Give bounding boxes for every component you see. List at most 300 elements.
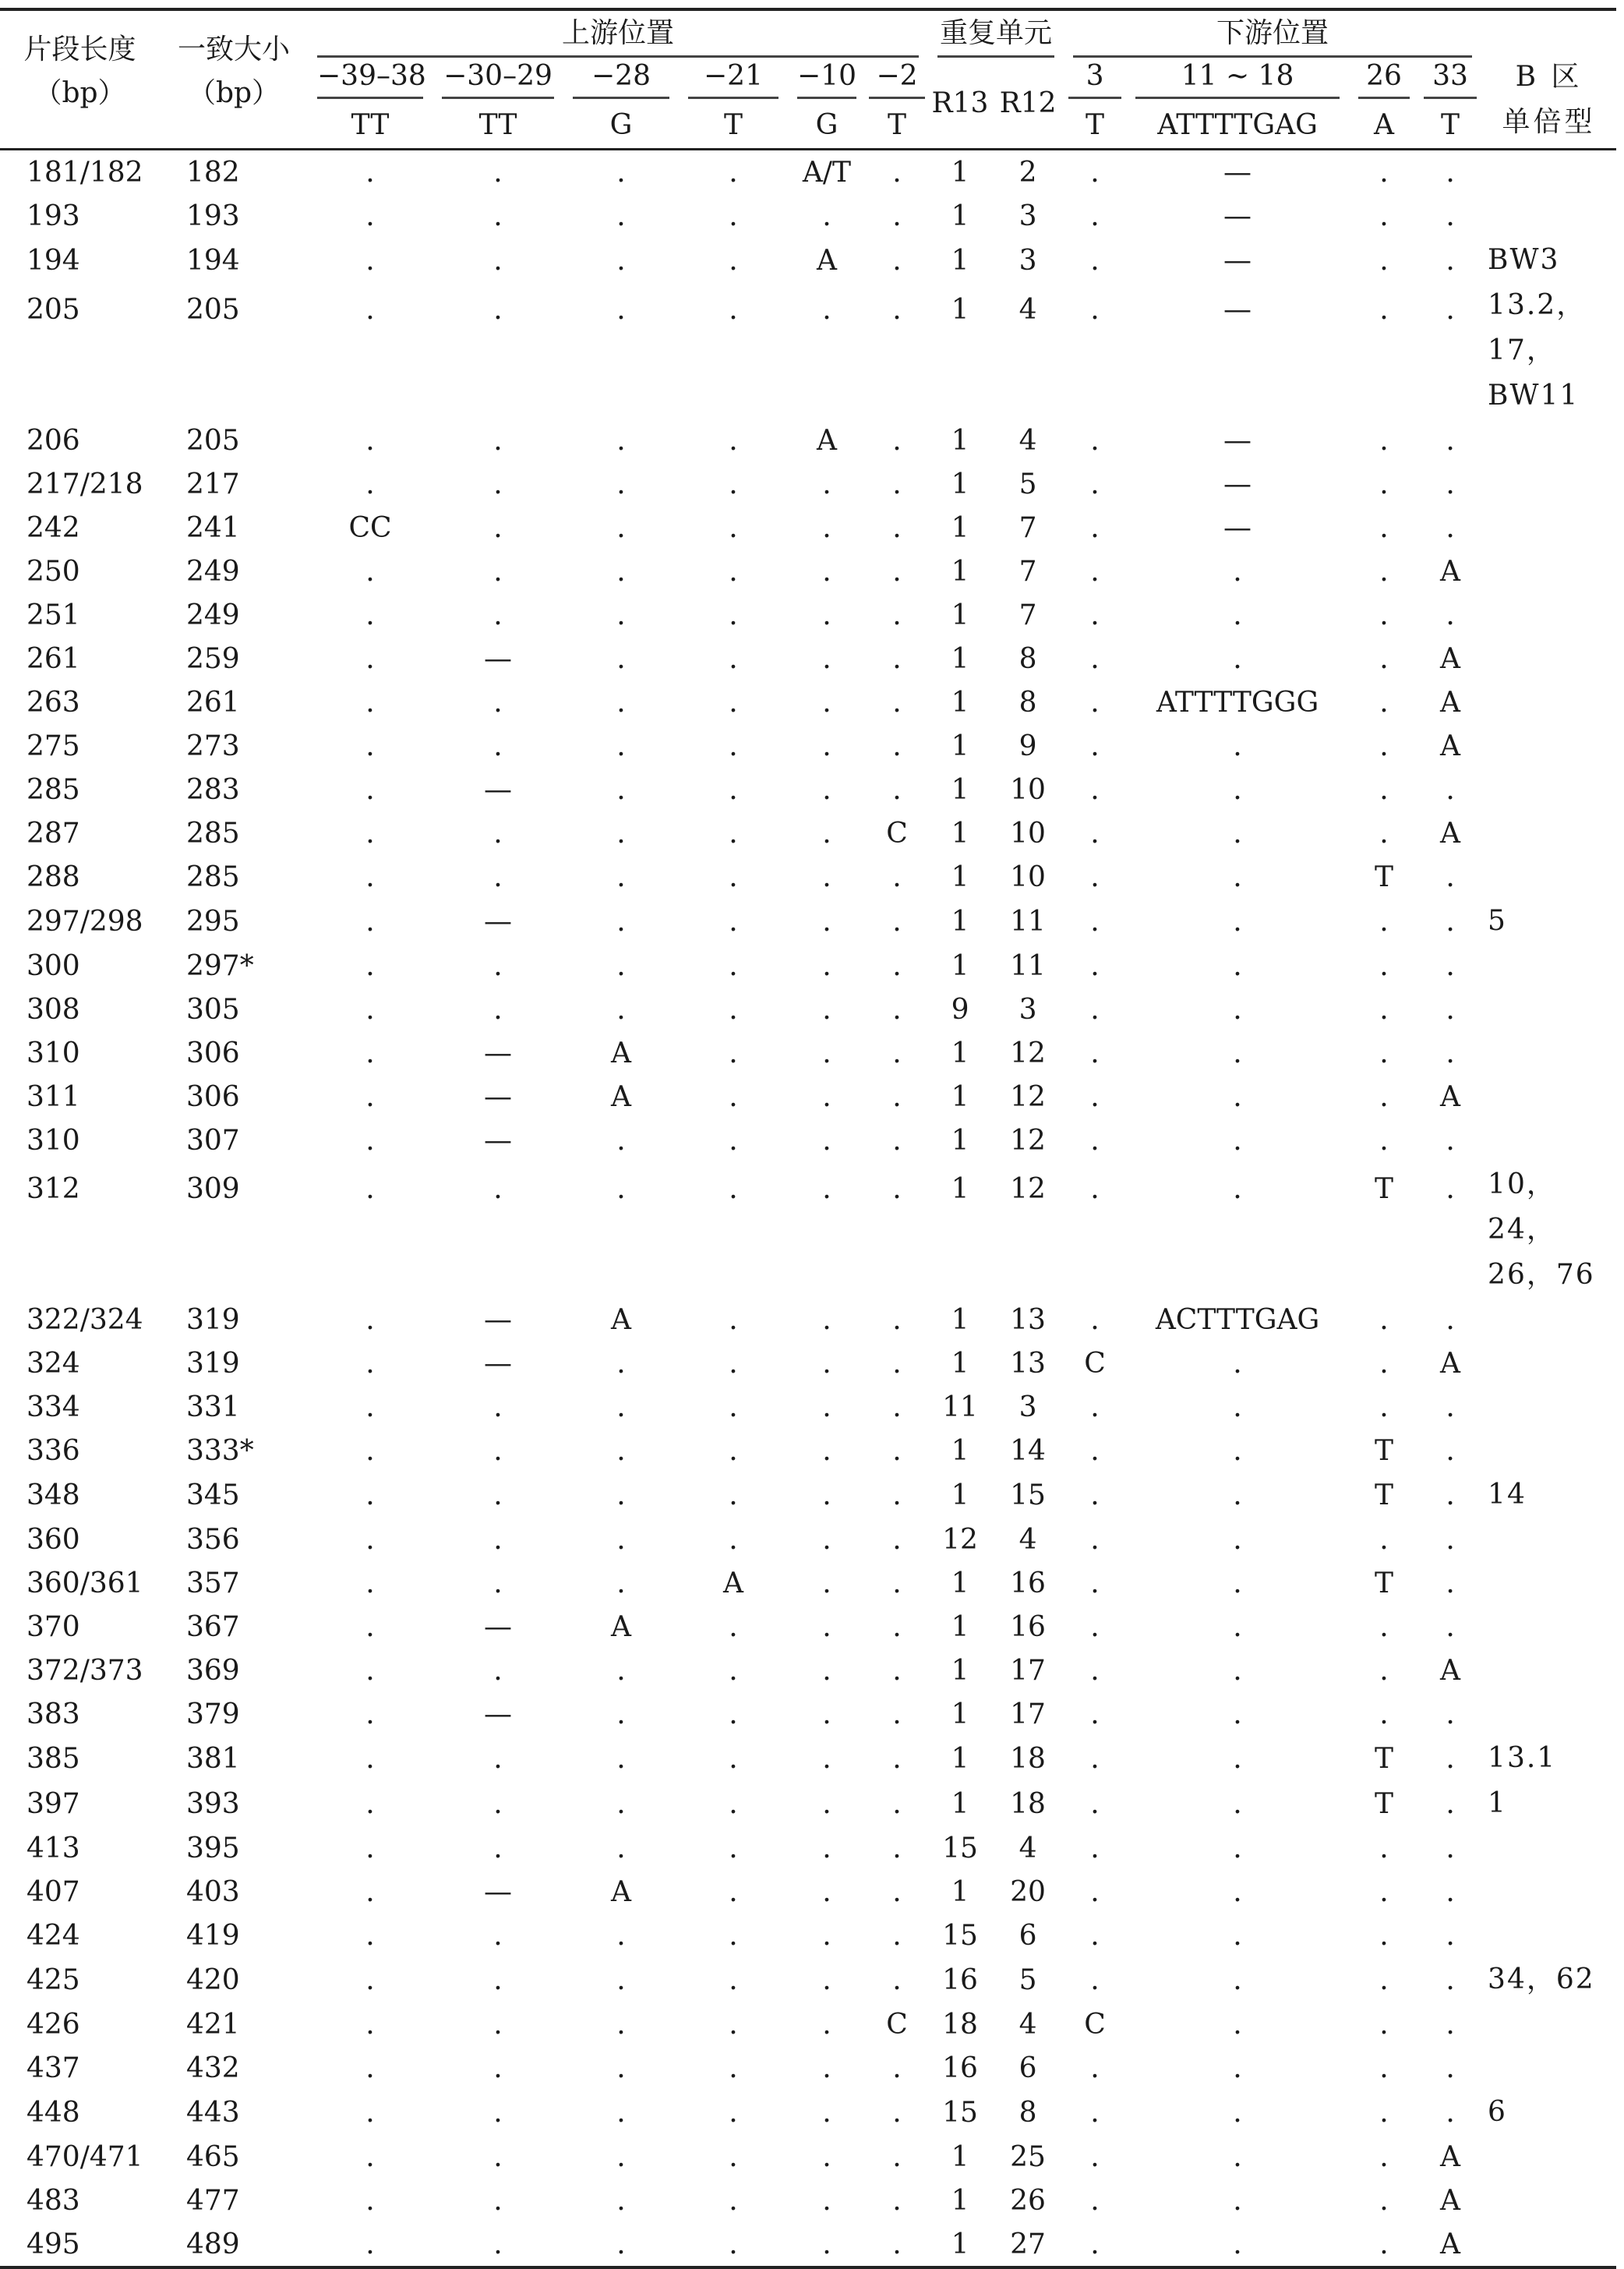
down-3-cell: .	[1090, 773, 1100, 806]
up-21-cell: A	[723, 1567, 743, 1599]
b-haplotype-cell: 10，24，26，76	[1488, 1168, 1595, 1291]
down-3-cell: .	[1090, 2140, 1100, 2173]
down-26-cell: .	[1379, 1037, 1389, 1069]
up-39-38-cell: .	[365, 1875, 375, 1908]
down-3-cell: .	[1090, 1832, 1100, 1864]
fragment-length-cell: 300	[26, 949, 80, 982]
r13-cell: 1	[951, 730, 969, 762]
fragment-length-cell: 424	[26, 1919, 80, 1952]
down-11-18-cell: .	[1233, 1347, 1242, 1380]
up-39-38-cell: CC	[348, 511, 392, 544]
up-10-cell: .	[822, 1523, 831, 1556]
down-11-18-cell: .	[1233, 1124, 1242, 1157]
b-haplotype-cell: 34，62	[1488, 1963, 1595, 1995]
up-28-cell: .	[616, 905, 626, 938]
down-3-cell: .	[1090, 468, 1100, 500]
up-10-cell: .	[822, 200, 831, 232]
up-2-cell: .	[892, 1173, 902, 1205]
down-base-1: T	[1086, 108, 1105, 141]
r12-cell: 15	[1010, 1479, 1046, 1511]
fragment-length-cell: 312	[26, 1173, 80, 1205]
up-30-29-cell: .	[493, 1391, 503, 1423]
r13-cell: 1	[951, 1434, 969, 1467]
fragment-length-cell: 297/298	[26, 905, 143, 938]
up-21-cell: .	[729, 2096, 738, 2129]
up-10-cell: .	[822, 1303, 831, 1336]
consensus-size-label: 一致大小	[177, 34, 290, 65]
down-26-cell: .	[1379, 1698, 1389, 1730]
up-30-29-cell: —	[484, 1037, 512, 1069]
down-33-cell: .	[1446, 1919, 1455, 1952]
down-3-cell: .	[1090, 1173, 1100, 1205]
up-30-29-cell: .	[493, 1567, 503, 1599]
down-33-cell: .	[1446, 1567, 1455, 1599]
up-28-cell: .	[616, 468, 626, 500]
up-39-38-cell: .	[365, 730, 375, 762]
up-28-cell: .	[616, 1523, 626, 1556]
fragment-length-cell: 470/471	[26, 2140, 143, 2173]
up-2-cell: .	[892, 1479, 902, 1511]
down-11-18-cell: .	[1233, 599, 1242, 631]
down-26-cell: .	[1379, 1963, 1389, 1996]
table-row	[0, 637, 1616, 680]
up-28-cell: .	[616, 773, 626, 806]
r12-cell: 27	[1010, 2228, 1046, 2260]
up-21-cell: .	[729, 555, 738, 588]
down-26-cell: .	[1379, 905, 1389, 938]
fragment-length-cell: 385	[26, 1742, 80, 1775]
up-30-29-cell: .	[493, 424, 503, 457]
up-10-cell: .	[822, 2008, 831, 2041]
fragment-length-cell: 263	[26, 686, 80, 719]
down-33-cell: .	[1446, 905, 1455, 938]
up-39-38-cell: .	[365, 2052, 375, 2084]
up-21-cell: .	[729, 642, 738, 675]
r12-cell: 14	[1010, 1434, 1046, 1467]
down-33-cell: A	[1440, 1080, 1461, 1113]
r13-cell: 1	[951, 1080, 969, 1113]
down-11-18-cell: —	[1223, 294, 1252, 326]
down-11-18-cell: .	[1233, 2008, 1242, 2041]
table-row	[0, 1826, 1616, 1870]
down-33-cell: A	[1440, 2228, 1461, 2260]
table-row	[0, 194, 1616, 238]
down-3-cell: C	[1084, 1347, 1106, 1380]
up-base-3: G	[609, 108, 633, 141]
b-haplotype-cell	[1481, 462, 1616, 506]
up-28-cell: A	[611, 1080, 631, 1113]
up-28-cell: .	[616, 2184, 626, 2217]
up-10-cell: .	[822, 2052, 831, 2084]
consensus-size-cell: 319	[186, 1303, 240, 1336]
consensus-size-cell: 306	[186, 1037, 240, 1069]
up-10-cell: .	[822, 1654, 831, 1687]
r12-cell: 7	[1019, 599, 1037, 631]
down-26-cell: .	[1379, 200, 1389, 232]
r13-cell: 15	[942, 2096, 978, 2129]
r13-cell: 1	[951, 861, 969, 893]
up-10-cell: .	[822, 686, 831, 719]
up-10-cell: .	[822, 1479, 831, 1511]
r13-cell: 1	[951, 1567, 969, 1599]
consensus-size-cell: 261	[186, 686, 240, 719]
table-row	[0, 506, 1616, 550]
down-33-cell: .	[1446, 2096, 1455, 2129]
down-33-cell: .	[1446, 1391, 1455, 1423]
downstream-label: 下游位置	[1073, 11, 1472, 58]
up-2-cell: .	[892, 2228, 902, 2260]
down-pos-4	[1419, 58, 1481, 101]
down-pos-2	[1126, 58, 1349, 101]
fragment-length-cell: 360	[26, 1523, 80, 1556]
r12-cell: 8	[1019, 686, 1037, 719]
down-3-cell: .	[1090, 1434, 1100, 1467]
up-21-cell: .	[729, 1479, 738, 1511]
up-39-38-cell: .	[365, 1832, 375, 1864]
b-haplotype-cell	[1481, 1605, 1616, 1649]
consensus-size-cell: 489	[186, 2228, 240, 2260]
r12-cell: 12	[1010, 1037, 1046, 1069]
up-10-cell: .	[822, 468, 831, 500]
up-30-29-cell: .	[493, 1832, 503, 1864]
up-30-29-cell: .	[493, 1919, 503, 1952]
up-10-cell: .	[822, 1434, 831, 1467]
up-2-cell: .	[892, 1698, 902, 1730]
table-row	[0, 1162, 1616, 1298]
down-26-cell: .	[1379, 730, 1389, 762]
down-3-cell: .	[1090, 200, 1100, 232]
up-39-38-cell: .	[365, 1347, 375, 1380]
up-28-cell: .	[616, 1654, 626, 1687]
fragment-length-cell: 495	[26, 2228, 80, 2260]
fragment-length-cell: 287	[26, 817, 80, 850]
table-row	[0, 680, 1616, 724]
up-10-cell: .	[822, 1347, 831, 1380]
up-2-cell: .	[892, 1963, 902, 1996]
up-10-cell: .	[822, 1875, 831, 1908]
consensus-size-cell: 333*	[186, 1434, 254, 1467]
up-30-29-cell: .	[493, 1523, 503, 1556]
consensus-size-cell: 443	[186, 2096, 240, 2129]
down-11-18-cell: .	[1233, 817, 1242, 850]
up-30-29-cell: .	[493, 1173, 503, 1205]
down-11-18-cell: .	[1233, 555, 1242, 588]
down-3-cell: .	[1090, 1919, 1100, 1952]
r12-cell: 18	[1010, 1787, 1046, 1820]
up-10-cell: .	[822, 599, 831, 631]
down-3-cell: .	[1090, 1080, 1100, 1113]
up-10-cell: .	[822, 817, 831, 850]
down-3-cell: C	[1084, 2008, 1106, 2041]
up-10-cell: .	[822, 555, 831, 588]
up-pos-2	[432, 58, 563, 101]
up-10-cell: .	[822, 1832, 831, 1864]
fragment-length-cell: 334	[26, 1391, 80, 1423]
down-3-cell: .	[1090, 1610, 1100, 1643]
fragment-length-cell: 336	[26, 1434, 80, 1467]
down-26-cell: .	[1379, 949, 1389, 982]
r12-cell: 13	[1010, 1303, 1046, 1336]
r12-cell: 12	[1010, 1080, 1046, 1113]
up-pos-1-label: −39–38	[317, 60, 423, 99]
fragment-length-cell: 261	[26, 642, 80, 675]
consensus-size-cell: 241	[186, 511, 240, 544]
fragment-length-cell: 288	[26, 861, 80, 893]
up-base-6: T	[888, 108, 907, 141]
down-26-cell: T	[1375, 1173, 1394, 1205]
table-row	[0, 1298, 1616, 1341]
up-10-cell: .	[822, 773, 831, 806]
up-30-29-cell: .	[493, 244, 503, 277]
up-2-cell: .	[892, 1080, 902, 1113]
down-33-cell: .	[1446, 949, 1455, 982]
table-row	[0, 550, 1616, 593]
up-28-cell: .	[616, 1698, 626, 1730]
r13-cell: 1	[951, 1479, 969, 1511]
consensus-size-cell: 273	[186, 730, 240, 762]
down-26-cell: T	[1375, 1434, 1394, 1467]
r12-cell: 7	[1019, 555, 1037, 588]
up-21-cell: .	[729, 1919, 738, 1952]
up-21-cell: .	[729, 2008, 738, 2041]
up-39-38-cell: .	[365, 1391, 375, 1423]
r12-cell: 5	[1019, 468, 1037, 500]
r13-cell: 1	[951, 1124, 969, 1157]
down-11-18-cell: .	[1233, 1173, 1242, 1205]
up-39-38-cell: .	[365, 1742, 375, 1775]
up-10-cell: .	[822, 2184, 831, 2217]
r13-cell: 1	[951, 686, 969, 719]
up-28-cell: .	[616, 2052, 626, 2084]
r12-cell: 6	[1019, 2052, 1037, 2084]
down-11-18-cell: ACTTTGAG	[1155, 1303, 1320, 1336]
up-pos-5	[788, 58, 866, 101]
up-39-38-cell: .	[365, 1698, 375, 1730]
up-21-cell: .	[729, 2052, 738, 2084]
down-11-18-cell: —	[1223, 511, 1252, 544]
down-11-18-cell: .	[1233, 1080, 1242, 1113]
down-3-cell: .	[1090, 905, 1100, 938]
up-10-cell: .	[822, 2096, 831, 2129]
table-row	[0, 1472, 1616, 1518]
up-10-cell: .	[822, 2228, 831, 2260]
up-30-29-cell: .	[493, 686, 503, 719]
consensus-size-cell: 249	[186, 599, 240, 631]
down-base-2: ATTTTGAG	[1157, 108, 1318, 141]
down-11-18-cell: .	[1233, 1567, 1242, 1599]
r13-cell: 1	[951, 817, 969, 850]
up-28-cell: .	[616, 993, 626, 1026]
r13-cell: 1	[951, 424, 969, 457]
down-11-18-cell: .	[1233, 993, 1242, 1026]
up-39-38-cell: .	[365, 599, 375, 631]
b-haplotype-cell	[1481, 944, 1616, 988]
up-30-29-cell: .	[493, 2096, 503, 2129]
table-row	[0, 2179, 1616, 2222]
down-26-cell: T	[1375, 1479, 1394, 1511]
r13-cell: 12	[942, 1523, 978, 1556]
up-2-cell: .	[892, 2096, 902, 2129]
down-3-cell: .	[1090, 730, 1100, 762]
down-33-cell: .	[1446, 156, 1455, 189]
up-30-29-cell: .	[493, 861, 503, 893]
down-33-cell: A	[1440, 1347, 1461, 1380]
down-pos-3	[1349, 58, 1419, 101]
up-39-38-cell: .	[365, 1654, 375, 1687]
consensus-size-cell: 345	[186, 1479, 240, 1511]
down-11-18-cell: .	[1233, 1610, 1242, 1643]
b-haplotype-cell	[1481, 1298, 1616, 1341]
up-30-29-cell: .	[493, 949, 503, 982]
r13-cell: 1	[951, 2184, 969, 2217]
fragment-length-cell: 383	[26, 1698, 80, 1730]
up-base-5: G	[815, 108, 838, 141]
down-26-cell: .	[1379, 1347, 1389, 1380]
b-haplotype-cell	[1481, 637, 1616, 680]
fragment-length-cell: 370	[26, 1610, 80, 1643]
table-row	[0, 1031, 1616, 1075]
fragment-length-cell: 397	[26, 1787, 80, 1820]
b-haplotype-cell	[1481, 2002, 1616, 2046]
consensus-size-cell: 381	[186, 1742, 240, 1775]
down-11-18-cell: .	[1233, 1832, 1242, 1864]
r12-cell: 3	[1019, 993, 1037, 1026]
b-haplotype-cell	[1481, 150, 1616, 195]
up-39-38-cell: .	[365, 1080, 375, 1113]
up-39-38-cell: .	[365, 817, 375, 850]
r13-cell: 1	[951, 156, 969, 189]
down-11-18-cell: .	[1233, 861, 1242, 893]
r13-cell: 1	[951, 294, 969, 326]
table-row	[0, 238, 1616, 283]
table-row	[0, 1649, 1616, 1692]
up-10-cell: .	[822, 1080, 831, 1113]
down-26-cell: .	[1379, 993, 1389, 1026]
down-11-18-cell: .	[1233, 1391, 1242, 1423]
table-row	[0, 1385, 1616, 1429]
r12-cell: 17	[1010, 1698, 1046, 1730]
down-3-cell: .	[1090, 993, 1100, 1026]
down-26-cell: .	[1379, 1610, 1389, 1643]
up-2-cell: C	[886, 817, 908, 850]
r12-cell: 16	[1010, 1567, 1046, 1599]
down-11-18-cell: —	[1223, 244, 1252, 277]
down-26-cell: T	[1375, 861, 1394, 893]
up-39-38-cell: .	[365, 2008, 375, 2041]
down-3-cell: .	[1090, 2228, 1100, 2260]
fragment-length-cell: 407	[26, 1875, 80, 1908]
down-26-cell: .	[1379, 2052, 1389, 2084]
down-3-cell: .	[1090, 817, 1100, 850]
up-39-38-cell: .	[365, 156, 375, 189]
up-28-cell: .	[616, 244, 626, 277]
up-39-38-cell: .	[365, 686, 375, 719]
r13-cell: 1	[951, 511, 969, 544]
table-row	[0, 2002, 1616, 2046]
r13-cell: 1	[951, 1875, 969, 1908]
up-10-cell: A	[817, 424, 837, 457]
up-2-cell: .	[892, 1303, 902, 1336]
up-30-29-cell: .	[493, 2184, 503, 2217]
down-3-cell: .	[1090, 1523, 1100, 1556]
up-2-cell: .	[892, 1610, 902, 1643]
down-3-cell: .	[1090, 2096, 1100, 2129]
up-21-cell: .	[729, 511, 738, 544]
up-pos-3-label: −28	[573, 60, 669, 99]
down-26-cell: .	[1379, 1654, 1389, 1687]
up-21-cell: .	[729, 156, 738, 189]
down-33-cell: .	[1446, 773, 1455, 806]
up-2-cell: .	[892, 773, 902, 806]
b-haplotype-cell	[1481, 811, 1616, 855]
up-28-cell: A	[611, 1037, 631, 1069]
up-2-cell: .	[892, 1742, 902, 1775]
down-33-cell: .	[1446, 1875, 1455, 1908]
down-3-cell: .	[1090, 861, 1100, 893]
b-haplotype-cell	[1481, 1119, 1616, 1162]
down-11-18-cell: .	[1233, 642, 1242, 675]
r13-cell: 1	[951, 468, 969, 500]
fragment-length-cell: 206	[26, 424, 80, 457]
r13-cell: 16	[942, 2052, 978, 2084]
up-2-cell: .	[892, 1434, 902, 1467]
down-26-cell: .	[1379, 773, 1389, 806]
down-3-cell: .	[1090, 1567, 1100, 1599]
up-pos-4	[679, 58, 788, 101]
consensus-size-cell: 306	[186, 1080, 240, 1113]
up-21-cell: .	[729, 468, 738, 500]
down-26-cell: T	[1375, 1787, 1394, 1820]
down-26-cell: .	[1379, 294, 1389, 326]
up-39-38-cell: .	[365, 642, 375, 675]
table-row	[0, 1957, 1616, 2002]
up-2-cell: .	[892, 993, 902, 1026]
r12-cell: 6	[1019, 1919, 1037, 1952]
down-33-cell: A	[1440, 642, 1461, 675]
r12-cell: 3	[1019, 200, 1037, 232]
consensus-size-cell: 477	[186, 2184, 240, 2217]
down-11-18-cell: .	[1233, 773, 1242, 806]
up-30-29-cell: .	[493, 1434, 503, 1467]
fragment-length-cell: 437	[26, 2052, 80, 2084]
up-21-cell: .	[729, 200, 738, 232]
down-33-cell: .	[1446, 993, 1455, 1026]
table-header	[0, 9, 1616, 150]
down-base-4: T	[1441, 108, 1460, 141]
up-39-38-cell: .	[365, 1610, 375, 1643]
fragment-length-cell: 205	[26, 294, 80, 326]
fragment-length-cell: 193	[26, 200, 80, 232]
up-2-cell: .	[892, 468, 902, 500]
r12-cell: 20	[1010, 1875, 1046, 1908]
b-haplotype-cell	[1481, 1031, 1616, 1075]
up-39-38-cell: .	[365, 1037, 375, 1069]
up-2-cell: .	[892, 294, 902, 326]
down-26-cell: .	[1379, 2228, 1389, 2260]
down-3-cell: .	[1090, 1479, 1100, 1511]
up-2-cell: .	[892, 686, 902, 719]
r12-cell: 11	[1010, 905, 1046, 938]
down-33-cell: A	[1440, 817, 1461, 850]
down-3-cell: .	[1090, 424, 1100, 457]
fragment-length-cell: 217/218	[26, 468, 143, 500]
consensus-size-cell: 309	[186, 1173, 240, 1205]
up-21-cell: .	[729, 1124, 738, 1157]
up-28-cell: .	[616, 1434, 626, 1467]
up-10-cell: .	[822, 1391, 831, 1423]
up-10-cell: .	[822, 993, 831, 1026]
r13-cell: 1	[951, 244, 969, 277]
